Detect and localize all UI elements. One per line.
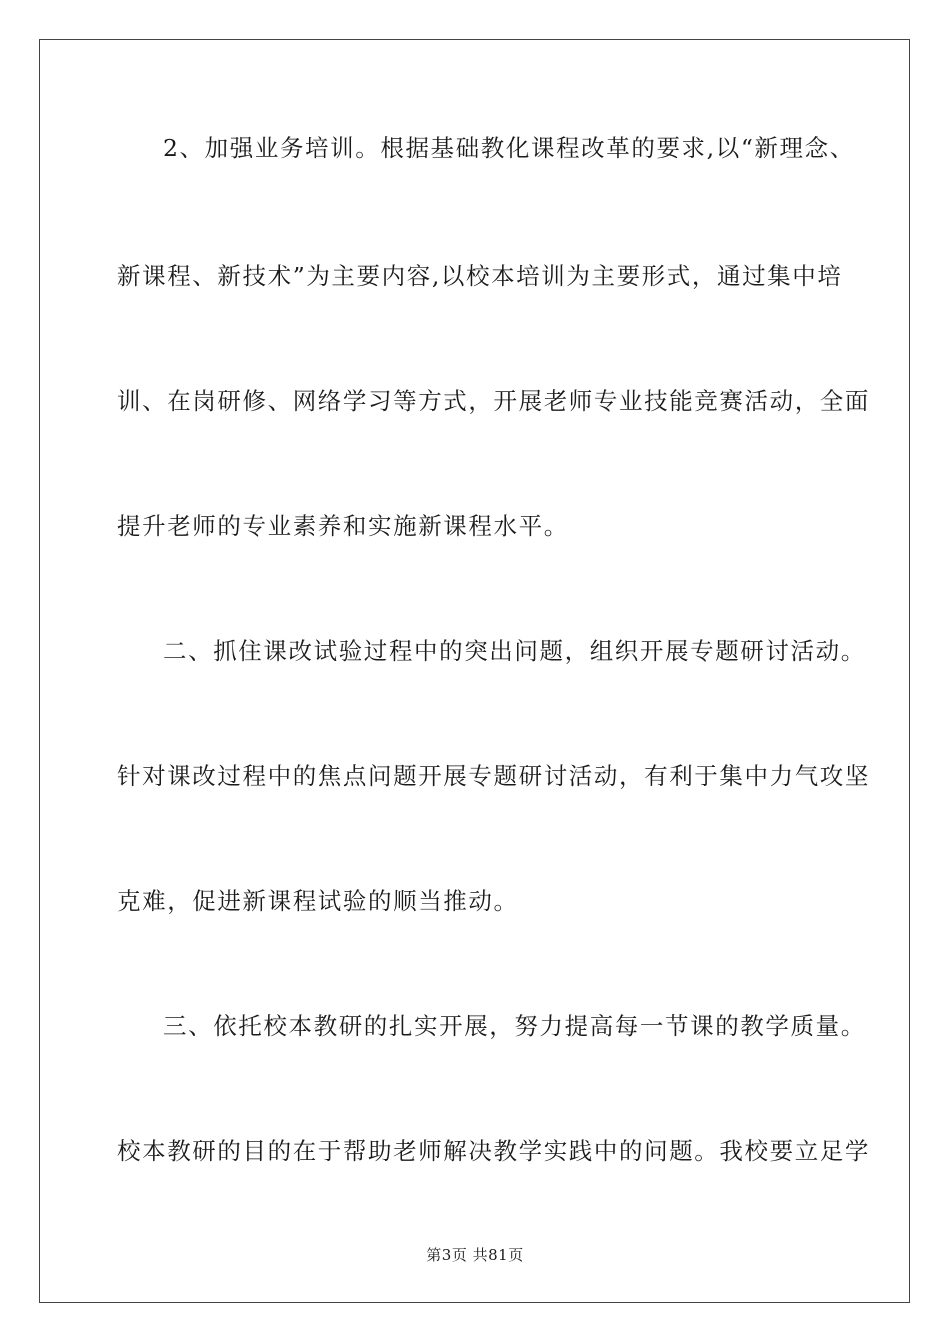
paragraph-line: 校本教研的目的在于帮助老师解决教学实践中的问题。我校要立足学: [117, 1137, 870, 1165]
paragraph-line: 训、在岗研修、网络学习等方式，开展老师专业技能竞赛活动，全面: [117, 387, 870, 415]
page-border: [39, 39, 910, 1303]
page-number-footer: 第3页 共81页: [426, 1246, 524, 1264]
paragraph-line: 新课程、新技术”为主要内容,以校本培训为主要形式，通过集中培: [117, 262, 843, 290]
section-heading-line: 三、依托校本教研的扎实开展，努力提高每一节课的教学质量。: [163, 1012, 866, 1040]
paragraph-line: 克难，促进新课程试验的顺当推动。: [117, 887, 519, 915]
paragraph-line: 2、加强业务培训。根据基础教化课程改革的要求,以“新理念、: [163, 134, 855, 162]
paragraph-line: 提升老师的专业素养和实施新课程水平。: [117, 512, 569, 540]
paragraph-line: 针对课改过程中的焦点问题开展专题研讨活动，有利于集中力气攻坚: [117, 762, 870, 790]
section-heading-line: 二、抓住课改试验过程中的突出问题，组织开展专题研讨活动。: [163, 637, 866, 665]
